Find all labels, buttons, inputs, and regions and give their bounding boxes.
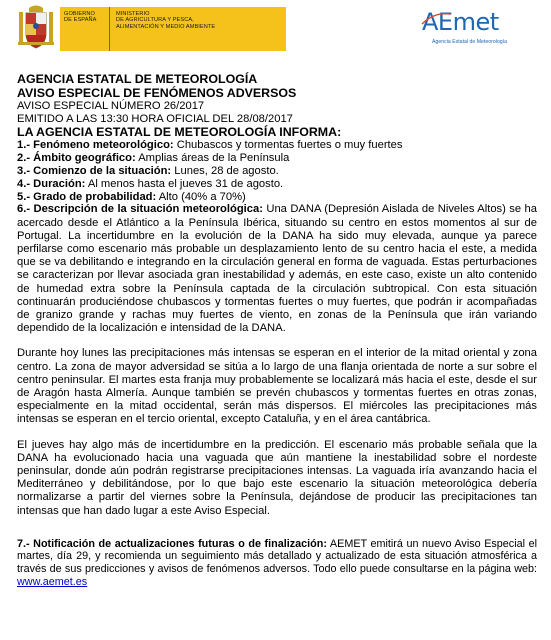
coat-of-arms-icon	[17, 4, 55, 52]
paragraph-thursday-forecast: El jueves hay algo más de incertidumbre en la predicción. El escenario más probable señala que la DANA ha evolucionado hacia una vaguada que aún mantiene la inestabilidad sobre el nordeste peninsular, donde aún podrán registrarse precipitaciones intensas. La vaguada iría avanzando hacia el Mediterráneo y debilitándose, por lo que bajo este escenario la situación meteorológica debería normalizarse a partir del viernes sobre la Península, dejándose de producir las precipitaciones tan intensas que han dado lugar a este Aviso Especial.	[17, 438, 537, 517]
aemet-website-link[interactable]: www.aemet.es	[17, 575, 88, 588]
notice-body	[17, 73, 537, 588]
document-header	[0, 0, 551, 62]
item-probability: 5.- Grado de probabilidad: Alto (40% a 70%)	[17, 190, 246, 203]
inform-heading: LA AGENCIA ESTATAL DE METEOROLOGÍA INFORMA:	[17, 125, 342, 140]
aemet-logo	[418, 6, 528, 52]
item-geographic-scope: 2.- Ámbito geográfico: Amplias áreas de la Península	[17, 152, 290, 165]
item-description: 6.- Descripción de la situación meteorológica: Una DANA (Depresión Aislada de Niveles Altos) se ha acercado desde el Atlántico a la Península Ibérica, situando su centro en estos momentos al sur de Portugal. La incertidumbre en la evolución de la DANA ha sido muy elevada, aunque ya parece perfilarse como escenario más probable un desplazamiento lento de su centro hacia el este, a medida que se va debilitando e integrando en la circulación general en forma de vaguada. Estas perturbaciones se caracterizan por llevar asociada gran inestabilidad y además, en este caso, existe un alto contenido de humedad extra sobre la Península captada de la circulación subtropical. Con esta situación continuarán produciéndose chubascos y tormentas fuertes o muy fuertes, que podrán ir acompañadas de granizo grande y rachas muy fuertes de viento, en zonas de la Península que irán variando dependido de la localización e intensidad de la DANA.	[17, 203, 537, 335]
item-start: 3.- Comienzo de la situación: Lunes, 28 de agosto.	[17, 164, 279, 177]
aemet-logo-text: AEmet	[422, 8, 499, 36]
notice-number: AVISO ESPECIAL NÚMERO 26/2017	[17, 100, 205, 113]
aemet-logo-subtitle: Agencia Estatal de Meteorología	[432, 39, 507, 45]
government-label: GOBIERNO DE ESPAÑA	[60, 7, 110, 51]
item-phenomenon: 1.- Fenómeno meteorológico: Chubascos y tormentas fuertes o muy fuertes	[17, 139, 403, 152]
item-update-notification: 7.- Notificación de actualizaciones futuras o de finalización: AEMET emitirá un nuevo Aviso Especial el martes, día 29, y recomienda un seguimiento más detallado y actualizado de esta situación atmosférica a través de sus predicciones y avisos de fenómenos adversos. Todo ello puede consultarse en la página web: www.aemet.es	[17, 537, 537, 588]
agency-title: AGENCIA ESTATAL DE METEOROLOGÍA	[17, 72, 258, 86]
emitted-time: EMITIDO A LAS 13:30 HORA OFICIAL DEL 28/08/2017	[17, 112, 293, 125]
paragraph-monday-forecast: Durante hoy lunes las precipitaciones más intensas se esperan en el interior de la mitad oriental y zona centro. La zona de mayor adversidad se sitúa a lo largo de una flanja orientada de norte a sur sobre el centro peninsular. El martes esta franja muy probablemente se localizará más hacia el este, desde el sur de Aragón hasta Almería. Aunque también se prevén chubascos y tormentas fuertes en otras zonas, especialmente en la mitad occidental, serán más dispersos. El miércoles las precipitaciones más intensas se esperan en el tercio oriental, excepto Cataluña, y en el área cantábrica.	[17, 347, 537, 426]
notice-title: AVISO ESPECIAL DE FENÓMENOS ADVERSOS	[17, 85, 297, 100]
government-logo-block	[60, 7, 286, 51]
ministry-label: MINISTERIO DE AGRICULTURA Y PESCA, ALIMENTACIÓN Y MEDIO AMBIENTE	[116, 11, 216, 30]
aemet-swoosh-icon	[420, 10, 466, 28]
item-duration: 4.- Duración: Al menos hasta el jueves 31 de agosto.	[17, 177, 284, 190]
